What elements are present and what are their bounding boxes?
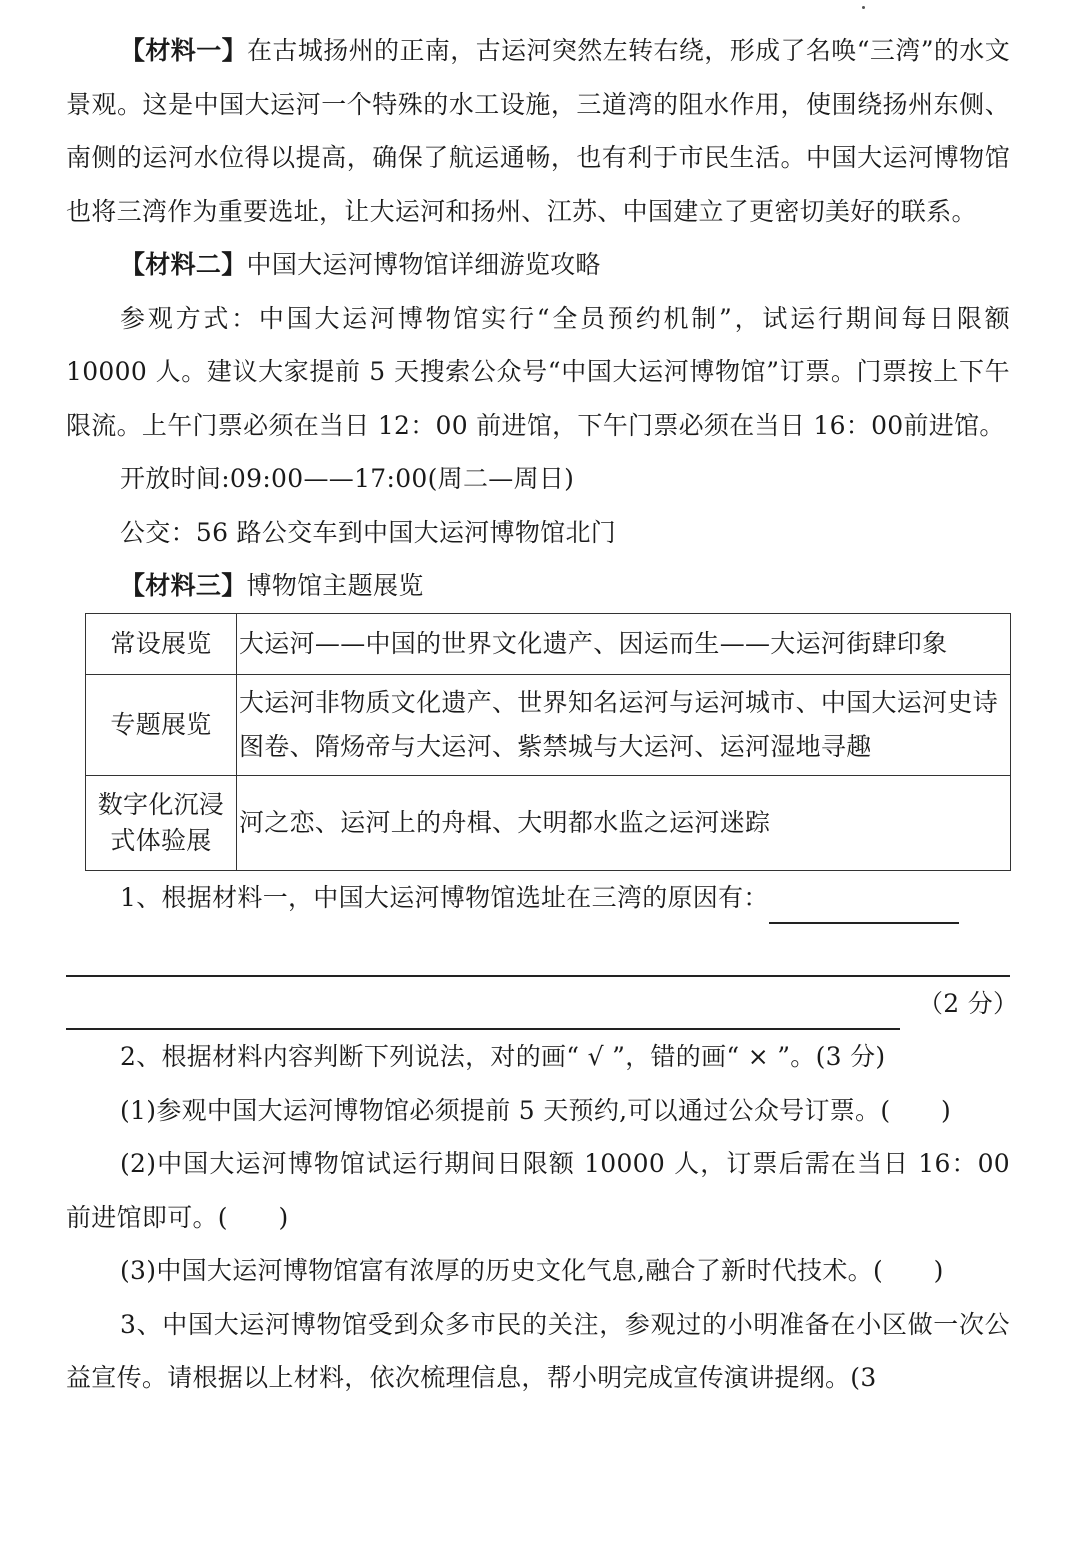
visit-method-paragraph: 参观方式：中国大运河博物馆实行“全员预约机制”，试运行期间每日限额10000 人。建议大家提前 5 天搜索公众号“中国大运河博物馆”订票。门票按上下午限流。上午门票必须在当日 12：00 前进馆，下午门票必须在当日 16：00前进馆。 bbox=[66, 303, 1010, 440]
table-category-cell: 专题展览 bbox=[86, 674, 237, 775]
opening-hours: 开放时间:09:00——17:00(周二—周日) bbox=[120, 464, 575, 493]
bus-info: 公交：56 路公交车到中国大运河博物馆北门 bbox=[120, 517, 617, 547]
question-3: 3、中国大运河博物馆受到众多市民的关注，参观过的小明准备在小区做一次公益宣传。请根据以上材料，依次梳理信息，帮小明完成宣传演讲提纲。(3 bbox=[66, 1309, 1010, 1392]
question-2: 2、根据材料内容判断下列说法，对的画“ √ ”，错的画“ × ”。(3 分) bbox=[120, 1042, 886, 1071]
table-category-cell: 数字化沉浸式体验展 bbox=[86, 775, 237, 870]
answer-blank-3[interactable] bbox=[66, 990, 900, 1030]
material-1-paragraph bbox=[66, 24, 1010, 238]
exhibition-table bbox=[85, 613, 1011, 871]
exam-page bbox=[66, 24, 1019, 1405]
material-2-heading bbox=[66, 238, 1010, 292]
material-3-title: 博物馆主题展览 bbox=[246, 571, 424, 600]
question-1-score: （2 分） bbox=[918, 989, 1019, 1018]
table-category-cell: 常设展览 bbox=[86, 613, 237, 674]
table-content-cell: 大运河非物质文化遗产、世界知名运河与运河城市、中国大运河史诗图卷、隋炀帝与大运河、紫禁城与大运河、运河湿地寻趣 bbox=[237, 674, 1011, 775]
table-row bbox=[86, 613, 1011, 674]
table-content-cell: 河之恋、运河上的舟楫、大明都水监之运河迷踪 bbox=[237, 775, 1011, 870]
question-2-item-3: (3)中国大运河博物馆富有浓厚的历史文化气息,融合了新时代技术。( ) bbox=[120, 1256, 944, 1285]
answer-blank-2[interactable] bbox=[66, 924, 1010, 977]
table-row bbox=[86, 775, 1011, 870]
material-2-title: 中国大运河博物馆详细游览攻略 bbox=[246, 250, 601, 279]
material-1-label: 【材料一】 bbox=[120, 36, 248, 65]
material-1-text: 在古城扬州的正南，古运河突然左转右绕，形成了名唤“三湾”的水文景观。这是中国大运河一个特殊的水工设施，三道湾的阻水作用，使围绕扬州东侧、南侧的运河水位得以提高，确保了航运通畅，也有利于市民生活。中国大运河博物馆也将三湾作为重要选址，让大运河和扬州、江苏、中国建立了更密切美好的联系。 bbox=[66, 36, 1010, 226]
question-1-text: 1、根据材料一，中国大运河博物馆选址在三湾的原因有： bbox=[120, 882, 769, 912]
material-2-label: 【材料二】 bbox=[120, 250, 247, 279]
table-row bbox=[86, 674, 1011, 775]
question-2-item-2: (2)中国大运河博物馆试运行期间日限额 10000 人，订票后需在当日 16：00 前进馆即可。( ) bbox=[66, 1149, 1010, 1232]
question-1 bbox=[66, 871, 1010, 925]
answer-line-with-score bbox=[66, 977, 1019, 1030]
scan-speck bbox=[862, 6, 865, 9]
question-2-item-1: (1)参观中国大运河博物馆必须提前 5 天预约,可以通过公众号订票。( ) bbox=[120, 1095, 952, 1125]
table-content-cell: 大运河——中国的世界文化遗产、因运而生——大运河街肆印象 bbox=[237, 613, 1011, 674]
material-3-label: 【材料三】 bbox=[120, 571, 247, 600]
answer-blank-1[interactable] bbox=[769, 888, 959, 924]
material-3-heading bbox=[66, 559, 1010, 613]
